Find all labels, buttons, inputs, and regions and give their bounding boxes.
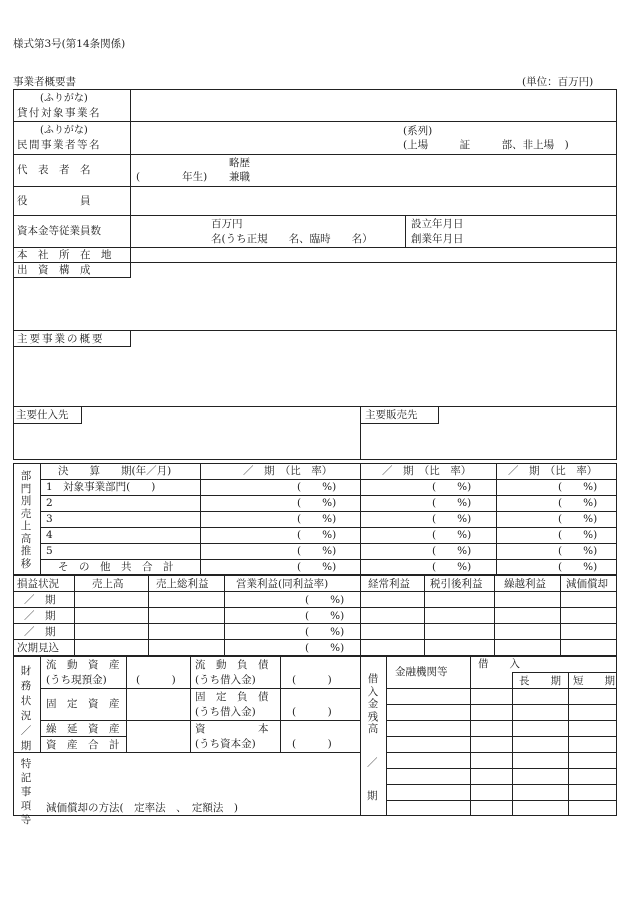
pl-header: 売上高 [92,578,124,590]
ratio-cell: ( %) [305,642,345,654]
birth-year-label: ( 年生) [136,171,208,183]
pl-row-label: 次期見込 [17,642,59,654]
depreciation-method-label: 減価償却の方法( 定率法 、 定額法 ) [46,802,238,814]
paren-cell: ( ) [292,674,332,686]
capital-employees-label: 資本金等従業員数 [17,225,101,237]
lender-name-label: 貸付対象事業名 [17,107,101,119]
furigana-label: (ふりがな) [40,93,88,104]
pl-row-label: ／ 期 [24,610,56,622]
fixed-assets-label: 固 定 資 産 [46,698,120,710]
ratio-cell: ( %) [297,513,337,525]
ratio-cell: ( %) [305,594,345,606]
borrowings-label: (うち借入金) [195,674,256,686]
ratio-cell: ( %) [432,497,472,509]
period-ratio-header: ／ 期 （比 率） [508,465,598,477]
fixed-liabilities-label: 固 定 負 債 [195,691,269,703]
ratio-cell: ( %) [432,513,472,525]
ratio-cell: ( %) [432,561,472,573]
division-row-label: 4 [46,529,53,541]
listing-label: (上場 証 部、非上場 ) [403,139,569,151]
label-column-divider [130,89,131,262]
financial-institution-header: 金融機関等 [395,666,448,678]
long-term-header: 長 期 [519,675,561,687]
remarks-side-label: 特記事項等 [20,758,32,826]
company-info-table [13,89,617,407]
pl-header: 繰越利益 [504,578,546,590]
ratio-cell: ( %) [432,481,472,493]
total-assets-label: 資 産 合 計 [46,739,120,751]
officers-label: 役 員 [17,195,91,207]
representative-label: 代 表 者 名 [17,164,91,176]
capital-label: 資 本 [195,723,269,735]
ratio-cell: ( %) [558,513,598,525]
business-overview-label: 主要事業の概要 [17,333,105,345]
ratio-cell: ( %) [297,529,337,541]
ratio-cell: ( %) [432,545,472,557]
division-row-label: 5 [46,545,53,557]
period-label: 期 [367,790,378,802]
million-yen-label: 百万円 [211,218,243,230]
ratio-cell: ( %) [432,529,472,541]
furigana-label: (ふりがな) [40,125,88,136]
ratio-cell: ( %) [305,610,345,622]
current-assets-label: 流 動 資 産 [46,659,120,671]
suppliers-customers-table [13,406,617,460]
hq-address-label: 本 社 所 在 地 [17,249,112,261]
ratio-cell: ( %) [297,481,337,493]
division-row-label: 1 対象事業部門( ) [46,481,156,493]
unit-label: (単位：百万円) [522,76,594,88]
investment-structure-label: 出 資 構 成 [17,264,91,276]
career-label: 略歴 [229,157,250,169]
pl-header: 営業利益(同利益率) [236,578,329,590]
paren-cell: ( ) [292,706,332,718]
division-row-label: そ の 他 共 合 計 [58,561,174,573]
ratio-cell: ( %) [297,545,337,557]
settlement-period-header: 決 算 期(年／月) [58,465,172,477]
period-slash: ／ [367,757,378,769]
ratio-cell: ( %) [297,561,337,573]
borrowing-header: 借 入 [478,658,520,670]
paid-in-capital-label: (うち資本金) [195,738,256,750]
founded-date-label: 創業年月日 [411,233,464,245]
deferred-assets-label: 繰 延 資 産 [46,723,120,735]
borrowings-label: (うち借入金) [195,706,256,718]
financial-status-side-label: 財務状況／期 [20,665,32,752]
private-company-label: 民間事業者等名 [17,139,101,151]
employee-count-label: 名(うち正規 名、臨時 名） [211,233,373,245]
form-style-number: 様式第3号(第14条関係) [13,38,126,50]
form-title: 事業者概要書 [13,76,76,88]
short-term-header: 短 期 [573,675,615,687]
ratio-cell: ( %) [305,626,345,638]
pl-row-label: ／ 期 [24,594,56,606]
period-ratio-header: ／ 期 （比 率） [243,465,333,477]
pl-header: 減価償却 [566,578,608,590]
division-row-label: 3 [46,513,53,525]
ratio-cell: ( %) [558,545,598,557]
current-liabilities-label: 流 動 負 債 [195,659,269,671]
ratio-cell: ( %) [297,497,337,509]
ratio-cell: ( %) [558,497,598,509]
keiretsu-label: (系列) [403,125,433,137]
main-customers-label: 主要販売先 [365,409,418,421]
concurrent-post-label: 兼職 [229,171,250,183]
ratio-cell: ( %) [558,561,598,573]
period-ratio-header: ／ 期 （比 率） [382,465,472,477]
pl-header: 経常利益 [368,578,410,590]
division-row-label: 2 [46,497,53,509]
ratio-cell: ( %) [558,481,598,493]
pl-header: 税引後利益 [430,578,483,590]
paren-cell: ( ) [292,738,332,750]
established-date-label: 設立年月日 [411,218,464,230]
pl-header: 売上総利益 [156,578,209,590]
pl-row-label: ／ 期 [24,626,56,638]
paren-cell: ( ) [136,674,176,686]
ratio-cell: ( %) [558,529,598,541]
loan-balance-side-label: 借入金残高 [367,673,379,735]
division-sales-side-label: 部門別売上高推移 [20,470,32,570]
main-suppliers-label: 主要仕入先 [16,409,69,421]
cash-deposits-label: (うち現預金) [46,674,107,686]
pl-header: 損益状況 [17,578,59,590]
